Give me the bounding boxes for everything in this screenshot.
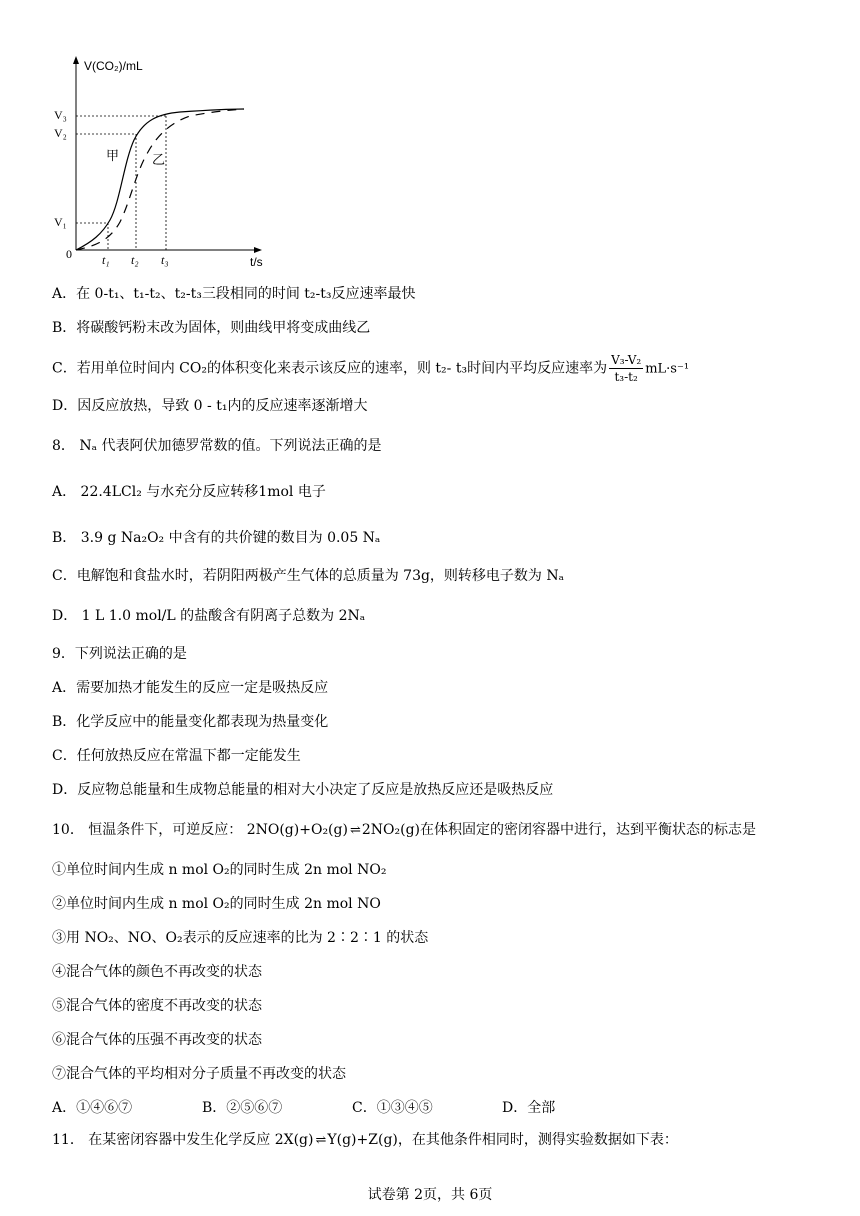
q7-option-d: D．因反应放热，导致 0 - t₁内的反应速率逐渐增大 — [52, 398, 368, 414]
q10-stem-pre: 10． 恒温条件下，可逆反应： 2NO(g)+O₂(g) — [52, 822, 348, 838]
fraction-numerator: V₃-V₂ — [611, 353, 642, 367]
q8-option-c: C．电解饱和食盐水时，若阴阳两极产生气体的总质量为 73g，则转移电子数为 Nₐ — [52, 568, 565, 584]
q10-item: ②单位时间内生成 n mol O₂的同时生成 2n mol NO — [52, 896, 381, 912]
curve-label-yi: 乙 — [152, 153, 166, 168]
q10-stem-post: 2NO₂(g)在体积固定的密闭容器中进行，达到平衡状态的标志是 — [361, 822, 756, 838]
q10-item: ④混合气体的颜色不再改变的状态 — [52, 964, 262, 980]
tick-v1: V₁ — [54, 215, 67, 229]
q10-options — [52, 1098, 555, 1118]
q9-option-c: C．任何放热反应在常温下都一定能发生 — [52, 748, 301, 764]
q8-option-d: D． 1 L 1.0 mol/L 的盐酸含有阴离子总数为 2Nₐ — [52, 608, 366, 624]
rate-fraction — [609, 352, 643, 385]
q11-stem — [52, 1130, 678, 1151]
q10-stem — [52, 820, 756, 841]
q10-item: ③用 NO₂、NO、O₂表示的反应速率的比为 2∶2∶1 的状态 — [52, 930, 429, 946]
tick-v3: V₃ — [54, 108, 67, 122]
curve-label-jia: 甲 — [106, 149, 120, 164]
x-axis-label: t/s — [250, 255, 263, 269]
y-axis-label: V(CO₂)/mL — [84, 59, 143, 73]
q8-stem: 8． Nₐ 代表阿伏加德罗常数的值。下列说法正确的是 — [52, 438, 382, 454]
co2-volume-time-graph — [40, 52, 270, 272]
q7-option-c — [52, 352, 689, 385]
q11-stem-pre: 11． 在某密闭容器中发生化学反应 2X(g) — [52, 1132, 314, 1148]
q7-option-c-text: C．若用单位时间内 CO₂的体积变化来表示该反应的速率，则 t₂- t₃时间内平均反应速率为 — [52, 360, 608, 377]
rate-unit: mL·s⁻¹ — [645, 361, 690, 377]
tick-t1: t₁ — [102, 253, 110, 267]
fraction-denominator: t₃-t₂ — [614, 370, 638, 384]
equilibrium-arrow: ⇌ — [315, 1133, 326, 1148]
tick-v2: V₂ — [54, 126, 67, 140]
tick-t3: t₃ — [161, 253, 169, 267]
q7-option-b: B．将碳酸钙粉末改为固体，则曲线甲将变成曲线乙 — [52, 320, 371, 336]
q7-option-a: A．在 0-t₁、t₁-t₂、t₂-t₃三段相同的时间 t₂-t₃反应速率最快 — [52, 286, 416, 302]
q9-option-d: D．反应物总能量和生成物总能量的相对大小决定了反应是放热反应还是吸热反应 — [52, 782, 554, 798]
page-footer: 试卷第 2页，共 6页 — [367, 1187, 493, 1203]
origin-label: 0 — [66, 247, 72, 261]
q10-option-b: B．②⑤⑥⑦ — [202, 1100, 283, 1116]
q10-option-a: A．①④⑥⑦ — [52, 1100, 133, 1116]
q10-item: ⑥混合气体的压强不再改变的状态 — [52, 1032, 262, 1048]
q9-option-a: A．需要加热才能发生的反应一定是吸热反应 — [52, 680, 329, 696]
q10-item: ⑦混合气体的平均相对分子质量不再改变的状态 — [52, 1066, 346, 1082]
q11-stem-post: Y(g)+Z(g)，在其他条件相同时，测得实验数据如下表： — [327, 1132, 678, 1148]
equilibrium-arrow: ⇌ — [349, 823, 360, 838]
x-axis-arrow — [254, 247, 262, 253]
q9-stem: 9．下列说法正确的是 — [52, 646, 187, 662]
q8-option-a: A． 22.4LCl₂ 与水充分反应转移1mol 电子 — [52, 484, 326, 500]
q10-option-c: C．①③④⑤ — [352, 1100, 433, 1116]
curve-yi — [76, 109, 244, 250]
q8-option-b: B． 3.9 g Na₂O₂ 中含有的共价键的数目为 0.05 Nₐ — [52, 530, 381, 546]
q10-item: ①单位时间内生成 n mol O₂的同时生成 2n mol NO₂ — [52, 862, 387, 878]
y-axis-arrow — [73, 56, 79, 64]
q10-option-d: D．全部 — [502, 1100, 556, 1116]
q10-item: ⑤混合气体的密度不再改变的状态 — [52, 998, 262, 1014]
q9-option-b: B．化学反应中的能量变化都表现为热量变化 — [52, 714, 329, 730]
tick-t2: t₂ — [131, 253, 139, 267]
curve-jia — [76, 109, 244, 250]
